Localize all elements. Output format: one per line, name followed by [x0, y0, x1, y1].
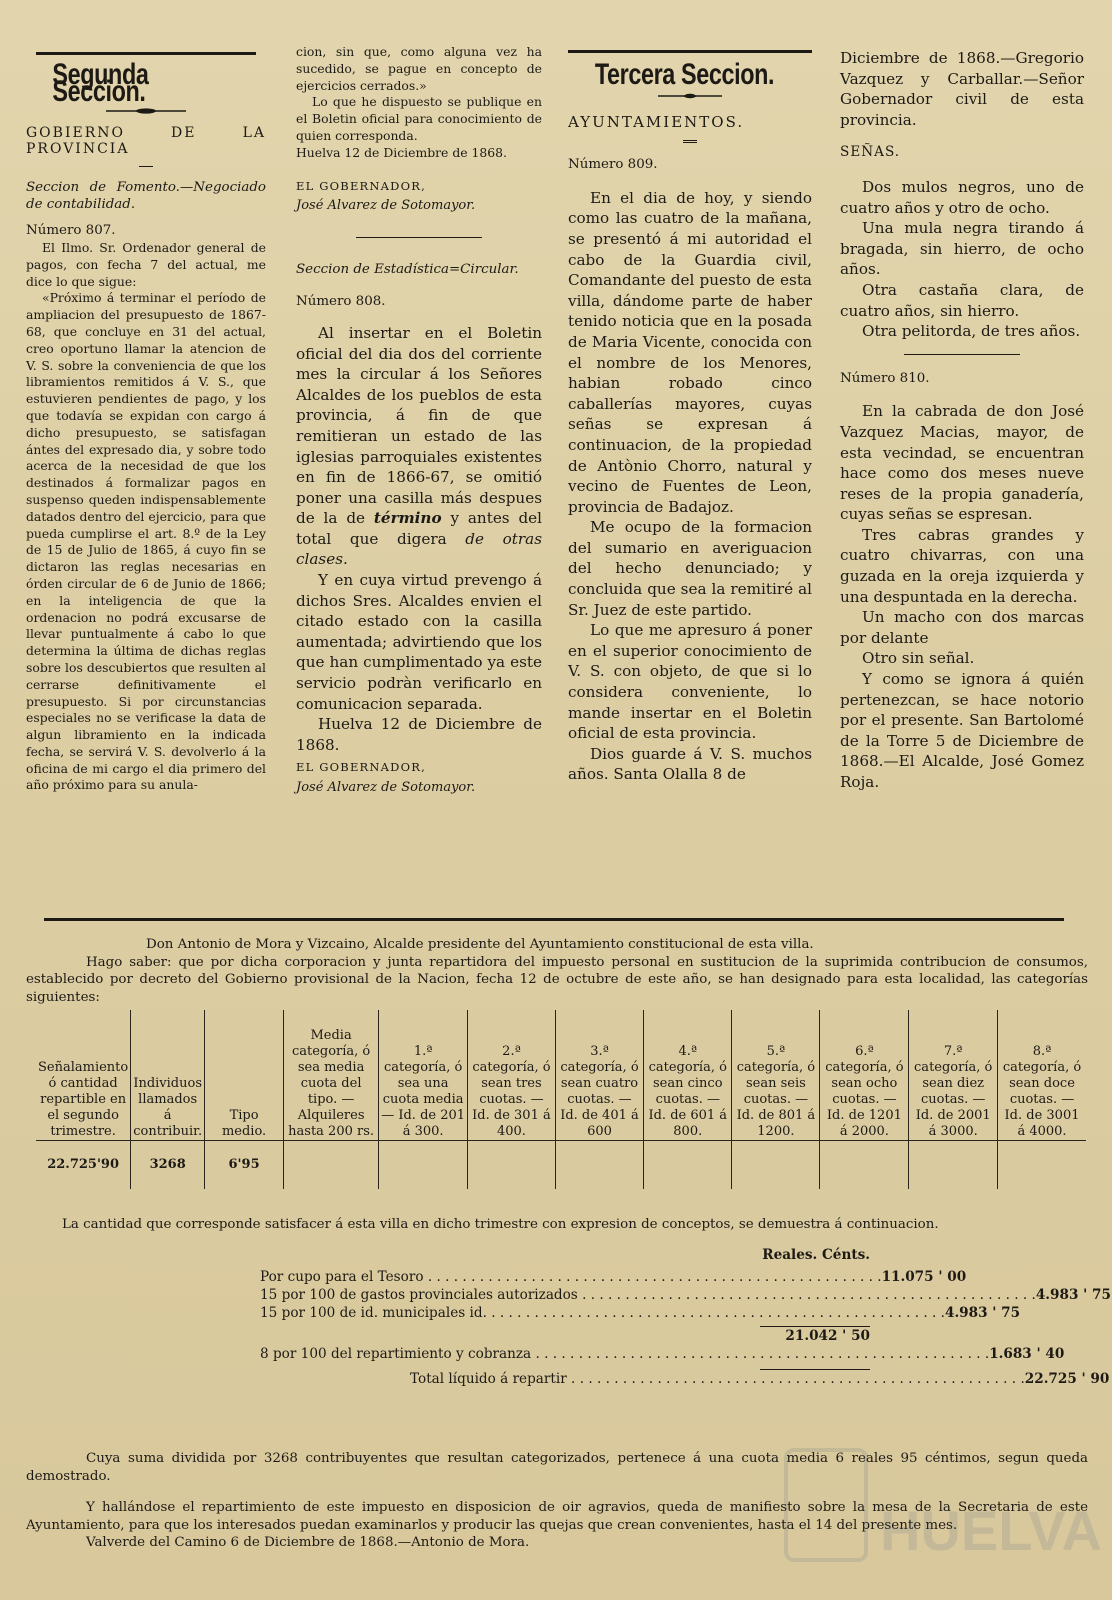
date: Huelva 12 de Diciembre de 1868.	[296, 144, 507, 160]
account-label: Por cupo para el Tesoro . . .	[260, 1268, 882, 1286]
paragraph: Me ocupo de la formacion del sumario en averiguacion del hecho denunciado; y concluida que sea la remitiré al Sr. Juez de este partido.	[568, 518, 812, 619]
notice-header: Don Antonio de Mora y Vizcaino, Alcalde presidente del Ayuntamiento constitucional de esta villa.	[146, 937, 814, 952]
table-cell	[998, 1141, 1086, 1190]
notice-paragraph: Cuya suma dividida por 3268 contribuyentes que resultan categorizados, pertenece á una cuota media 6 reales 95 céntimos, segun queda demostrado.	[26, 1451, 1088, 1484]
library-stamp-watermark-icon	[780, 1440, 1102, 1570]
account-row	[260, 1345, 1065, 1363]
table-header-cell: Individuos llamados á contribuir.	[131, 1010, 205, 1141]
account-value: 4.983 ' 75	[1035, 1287, 1111, 1303]
account-value: 1.683 ' 40	[989, 1346, 1065, 1362]
column-tercera-seccion	[568, 46, 812, 785]
section-title: Tercera Seccion.	[594, 58, 775, 91]
total-value: 22.725 ' 90	[1024, 1371, 1110, 1387]
table-header-cell: 8.ª categoría, ó sean doce cuotas. — Id. de 3001 á 4000.	[998, 1010, 1086, 1141]
account-value: 11.075 ' 00	[881, 1269, 967, 1285]
heading: Seccion de Estadística=Circular.	[296, 261, 519, 277]
account-label: 15 por 100 de id. municipales id. . . .	[260, 1304, 945, 1322]
column-segunda-seccion	[26, 46, 266, 794]
table-cell: 22.725'90	[47, 1157, 120, 1172]
heading: Seccion de Fomento.—Negociado de contabilidad.	[26, 180, 266, 213]
signer-title: EL GOBERNADOR,	[296, 760, 426, 775]
table-cell: 6'95	[205, 1141, 284, 1190]
table-header-cell: 4.ª categoría, ó sean cinco cuotas. — Id. de 601 á 800.	[644, 1010, 732, 1141]
table-header-cell: 2.ª categoría, ó sean tres cuotas. — Id. de 301 á 400.	[468, 1010, 556, 1141]
divider	[904, 354, 1020, 355]
table-header-cell: 7.ª categoría, ó sean diez cuotas. — Id. de 2001 á 3000.	[909, 1010, 998, 1141]
signer-name: José Alvarez de Sotomayor.	[296, 780, 476, 796]
paragraph: Un macho con dos marcas por delante	[840, 608, 1084, 647]
notice-paragraph: Y hallándose el repartimiento de este impuesto en disposicion de oir agravios, queda de manifiesto sobre la mesa de la Secretaria de este Ayuntamiento, para que los interesados puedan examinarlos y producir las quejas que crean convenientes, hasta el 14 del presente mes.	[26, 1500, 1088, 1533]
paragraph: Al insertar en el Boletin oficial del dia dos del corriente mes la circular á los Señores Alcaldes de los pueblos de esta provincia, á fin de que remitieran un estado de las iglesias parroquiales existentes en fin de 1866-67, se omitió poner una casilla más despues de la de término y antes del total que digera de otras clases.	[296, 323, 543, 569]
account-row	[260, 1304, 1021, 1322]
paragraph: Y en cuya virtud prevengo á dichos Sres. Alcaldes envien el citado estado con la casilla aumentada; advirtiendo que los que han cumplimentado ya este servicio podràn verificarlo en comunicacion separada.	[296, 571, 542, 713]
paragraph: Lo que he dispuesto se publique en el Boletin oficial para conocimiento de quien corresponda.	[296, 94, 542, 143]
table-header-cell: 5.ª categoría, ó sean seis cuotas. — Id. de 801 á 1200.	[732, 1010, 820, 1141]
accounts-list	[260, 1246, 1111, 1388]
paragraph: El Ilmo. Sr. Ordenador general de pagos, con fecha 7 del actual, me dice lo que sigue:	[26, 239, 266, 289]
paragraph: Tres cabras grandes y cuatro chivarras, con una guzada en la oreja izquierda y una despuntada en la derecha.	[840, 525, 1084, 606]
short-rule	[683, 140, 697, 143]
total-row	[410, 1370, 1110, 1388]
senas-title: SEÑAS.	[840, 144, 901, 161]
paragraph: Dios guarde á V. S. muchos años. Santa Olalla 8 de	[568, 744, 812, 784]
table-header-cell: 1.ª categoría, ó sea una cuota media — Id. de 201 á 300.	[379, 1010, 468, 1141]
paragraph: En la cabrada de don José Vazquez Macias, mayor, de esta vecindad, se encuentran hace como dos meses nueve reses de la propia ganadería, cuyas señas se espresan.	[840, 402, 1084, 524]
column-top-rule	[36, 52, 256, 55]
accounts-header: Reales. Cénts.	[762, 1247, 870, 1263]
table-header-cell: Tipo medio.	[205, 1010, 284, 1141]
table-cell	[644, 1141, 732, 1190]
short-rule	[139, 166, 153, 167]
total-label: Total líquido á repartir . . .	[410, 1370, 1025, 1388]
signer-name: José Alvarez de Sotomayor.	[296, 198, 476, 214]
table-header-cell: Media categoría, ó sea media cuota del tipo. — Alquileres hasta 200 rs.	[284, 1010, 379, 1141]
article-number: Número 807.	[26, 223, 116, 239]
section-subtitle: GOBIERNO DE LA PROVINCIA	[26, 124, 266, 158]
paragraph: En el dia de hoy, y siendo como las cuatro de la mañana, se presentó á mi autoridad el cabo de la Guardia civil, Comandante del puesto de esta villa, dándome parte de haber tenido noticia que en la posada de Maria Vicente, conocida con el nombre de los Menores, habian robado cinco caballerías mayores, cuyas señas se expresan á continuacion, de la propiedad de Antònio Chorro, natural y vecino de Fuentes de Leon, provincia de Badajoz.	[568, 188, 812, 516]
notice-sentence: La cantidad que corresponde satisfacer á esta villa en dicho trimestre con expresion de conceptos, se demuestra á continuacion.	[62, 1217, 939, 1232]
account-row	[260, 1286, 1111, 1304]
table-cell	[909, 1141, 998, 1190]
table-cell	[820, 1141, 909, 1190]
article-number: Número 810.	[840, 370, 930, 386]
paragraph: Lo que me apresuro á poner en el superior conocimiento de V. S. con objeto, de que si lo considera conveniente, lo mande insertar en el Boletin oficial de esta provincia.	[568, 621, 812, 743]
list-item: Una mula negra tirando á bragada, sin hierro, de ocho años.	[840, 219, 1084, 279]
notice-paragraph: Hago saber: que por dicha corporacion y junta repartidora del impuesto personal en sustitucion de la suprimida contribucion de consumos, establecido por decreto del Gobierno provisional de la Nacion, fecha 12 de octubre de este año, se han designado para esta localidad, las categorías siguientes:	[26, 954, 1088, 1005]
table-header-cell: Señalamiento ó cantidad repartible en el segundo trimestre.	[36, 1010, 131, 1141]
subtotal: 21.042 ' 50	[785, 1328, 870, 1344]
column-fomento-estadistica	[296, 46, 542, 799]
table-cell	[379, 1141, 468, 1190]
column-senas	[840, 46, 1084, 793]
account-label: 15 por 100 de gastos provinciales autorizados . . .	[260, 1286, 1036, 1304]
account-row	[260, 1268, 967, 1286]
table-cell: 3268	[131, 1141, 205, 1190]
date: Huelva 12 de Diciembre de 1868.	[296, 715, 542, 754]
notice-intro	[26, 936, 1088, 1006]
divider	[356, 237, 482, 238]
paragraph: Y como se ignora á quién pertenezcan, se hace notorio por el presente. San Bartolomé de la Torre 5 de Diciembre de 1868.—El Alcalde, José Gomez Roja.	[840, 670, 1084, 791]
account-value: 4.983 ' 75	[944, 1305, 1021, 1321]
account-label: 8 por 100 del repartimiento y cobranza . . .	[260, 1345, 989, 1363]
section-title: Segunda Seccion.	[52, 58, 149, 108]
table-header-cell: 3.ª categoría, ó sean cuatro cuotas. — Id. de 401 á 600	[555, 1010, 643, 1141]
notice-sentence-block	[26, 1216, 1088, 1234]
continued-text: cion, sin que, como alguna vez ha sucedido, se pague en concepto de ejercicios cerrados.»	[296, 44, 542, 93]
column-top-rule	[568, 50, 812, 53]
stamp-text: HUELVA	[880, 1499, 1102, 1562]
table-header-row	[36, 1010, 1086, 1141]
article-number: Número 808.	[296, 294, 386, 310]
section-separator-rule	[44, 918, 1064, 921]
continued-text: Diciembre de 1868.—Gregorio Vazquez y Carballar.—Señor Gobernador civil de esta provincia.	[840, 49, 1084, 129]
paragraph: Otro sin señal.	[862, 649, 975, 668]
ornament-divider-icon	[658, 92, 722, 100]
list-item: Otra pelitorda, de tres años.	[862, 322, 1081, 341]
list-item: Dos mulos negros, uno de cuatro años y otro de ocho.	[840, 177, 1084, 217]
table-cell	[732, 1141, 820, 1190]
table-row	[36, 1141, 1086, 1190]
list-item: Otra castaña clara, de cuatro años, sin hierro.	[840, 280, 1084, 320]
section-subtitle: AYUNTAMIENTOS.	[568, 112, 745, 131]
table-header-cell: 6.ª categoría, ó sean ocho cuotas. — Id. de 1201 á 2000.	[820, 1010, 909, 1141]
notice-signature: Valverde del Camino 6 de Diciembre de 1868.—Antonio de Mora.	[86, 1535, 530, 1550]
article-number: Número 809.	[568, 157, 658, 173]
signer-title: EL GOBERNADOR,	[296, 178, 426, 193]
table-cell	[468, 1141, 556, 1190]
paragraph: «Próximo á terminar el período de ampliacion del presupuesto de 1867-68, que concluye en 31 del actual, creo oportuno llamar la atencion de V. S. sobre la conveniencia de que los libramientos remitidos á V. S., que estuvieren pendientes de pago, y los que todavía se expidan con cargo á dicho presupuesto, se satisfagan ántes del expresado dia, y sobre todo acerca de la necesidad de que los destinados á formalizar pagos en suspenso queden indispensablemente datados dentro del ejercicio, para que pueda cumplirse el art. 8.º de la Ley de 15 de Julio de 1865, á cuyo fin se dictaron las reglas necesarias en órden circular de 6 de Junio de 1866; en la inteligencia de que la ordenacion no podrá excusarse de llevar puntualmente á cabo lo que determina la última de dichas reglas sobre los descubiertos que resulten al cerrarse definitivamente el presupuesto. Si por circunstancias especiales no se verificase la data de algun libramiento en la indicada fecha, se servirá V. S. devolverlo á la oficina de mi cargo el dia primero del año próximo para su anula-	[26, 290, 266, 793]
categories-table	[36, 1010, 1086, 1189]
table-cell	[284, 1141, 379, 1190]
table-cell	[555, 1141, 643, 1190]
